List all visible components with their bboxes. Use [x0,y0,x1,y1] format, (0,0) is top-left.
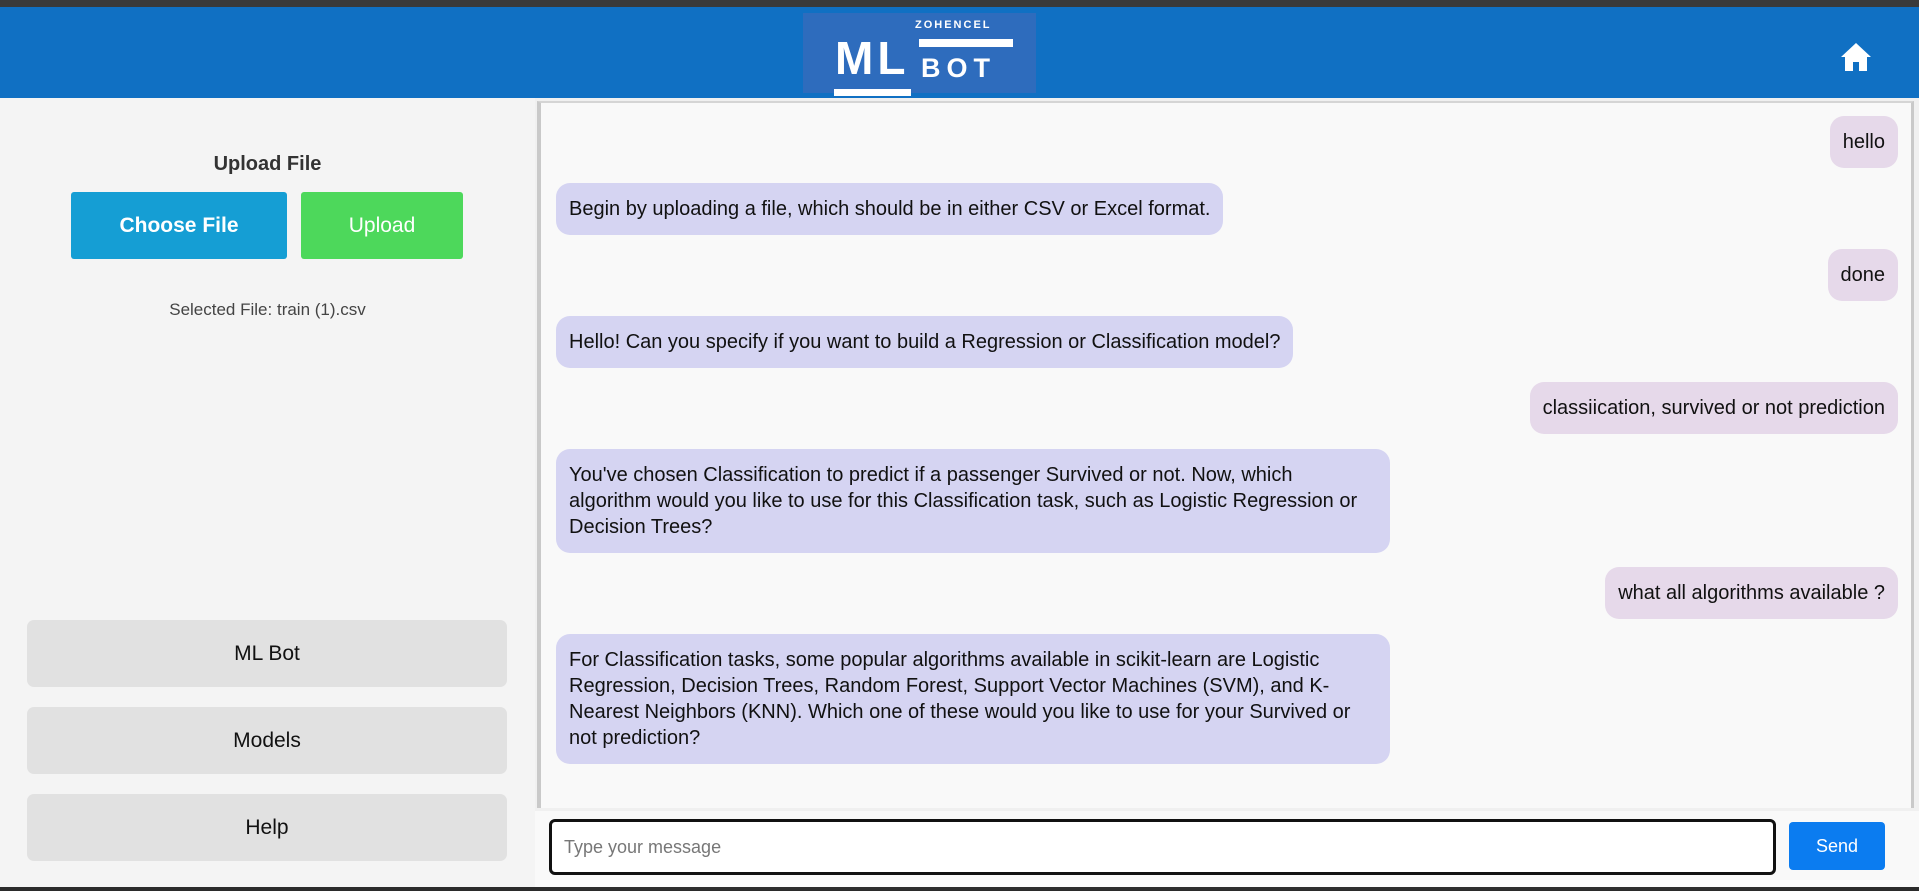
nav-ml-bot[interactable]: ML Bot [27,620,507,687]
selected-file-name: train (1).csv [276,300,366,319]
chat-message-user: hello [1830,116,1898,168]
send-button[interactable]: Send [1789,822,1885,870]
selected-file-label [0,300,535,320]
nav-models[interactable]: Models [27,707,507,774]
chat-area [535,98,1919,891]
logo-top-text: ZOHENCEL [915,19,992,31]
chat-message-bot: Begin by uploading a file, which should be in either CSV or Excel format. [556,183,1223,235]
chat-message-user: classiication, survived or not prediction [1530,382,1898,434]
upload-title: Upload File [213,153,322,175]
message-input-row [535,811,1919,891]
logo-sub-text: BOT [921,53,996,83]
sidebar [0,98,535,891]
upload-button[interactable]: Upload [301,192,463,259]
chat-message-user: done [1828,249,1899,301]
chat-message-bot: For Classification tasks, some popular algorithms available in scikit-learn are Logistic Regression, Decision Trees, Random Forest, Support Vector Machines (SVM), and K-Nearest Neighbors (KNN). Which one of these would you like to use for your Survived or not prediction? [556,634,1390,764]
logo-underline [834,89,911,96]
chat-log[interactable] [537,101,1914,808]
app-header [0,7,1919,98]
home-icon [1840,42,1872,72]
chat-message-bot: You've chosen Classification to predict if a passenger Survived or not. Now, which algorithm would you like to use for this Classification task, such as Logistic Regression or Decision Trees? [556,449,1390,553]
selected-file-prefix: Selected File: [169,300,277,319]
logo [803,13,1036,93]
nav-help[interactable]: Help [27,794,507,861]
home-button[interactable] [1836,37,1876,77]
window-bottom-strip [0,887,1919,891]
choose-file-button[interactable]: Choose File [71,192,287,259]
chat-message-bot: Hello! Can you specify if you want to build a Regression or Classification model? [556,316,1293,368]
window-top-strip [0,0,1919,7]
chat-message-user: what all algorithms available ? [1605,567,1898,619]
logo-main-text: ML [835,32,910,84]
logo-bar [919,39,1013,47]
message-input[interactable] [549,819,1776,875]
